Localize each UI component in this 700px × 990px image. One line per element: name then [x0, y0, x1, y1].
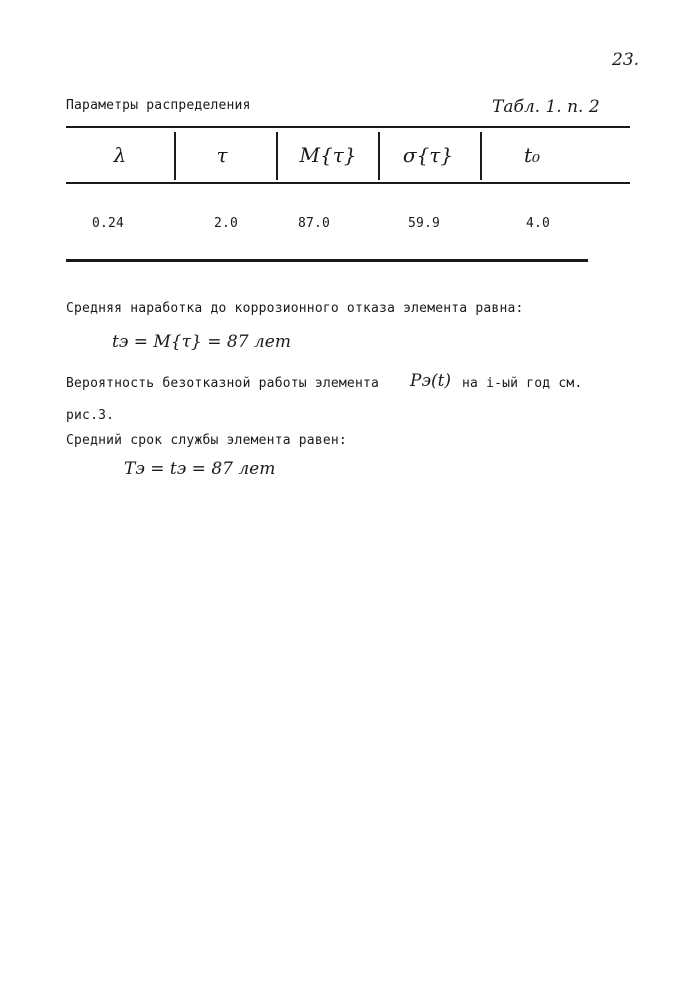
figure-reference: рис.3.: [66, 408, 115, 423]
table-cell: 59.9: [407, 216, 441, 231]
table-header-cell: M{τ}: [299, 143, 357, 167]
table-cell: 0.24: [91, 216, 125, 231]
reliability-statement-end: на i-ый год см.: [462, 376, 583, 391]
service-life-statement: Средний срок службы элемента равен:: [66, 433, 347, 448]
table-caption: Параметры распределения: [66, 98, 251, 113]
table-cell: 4.0: [525, 216, 551, 231]
table-header-cell: σ{τ}: [402, 143, 454, 167]
table-bottom-rule: [66, 259, 588, 262]
service-life-formula: Tэ = tэ = 87 лет: [124, 459, 276, 479]
table-cell: 87.0: [297, 216, 331, 231]
table-header-cell: t₀: [523, 143, 541, 167]
table-header-rule: [66, 182, 630, 184]
table-header-cell: τ: [216, 143, 228, 167]
mean-time-statement: Средняя наработка до коррозионного отказа элемента равна:: [66, 301, 524, 316]
reliability-statement: Вероятность безотказной работы элемента: [66, 376, 380, 391]
mean-time-formula: tэ = M{τ} = 87 лет: [112, 332, 291, 352]
table-reference: Табл. 1. п. 2: [492, 97, 600, 117]
reliability-formula: Pэ(t): [410, 371, 452, 391]
table-top-rule: [66, 126, 630, 128]
page-number: 23.: [612, 50, 640, 70]
table-header-cell: λ: [113, 143, 127, 167]
table-cell: 2.0: [213, 216, 239, 231]
